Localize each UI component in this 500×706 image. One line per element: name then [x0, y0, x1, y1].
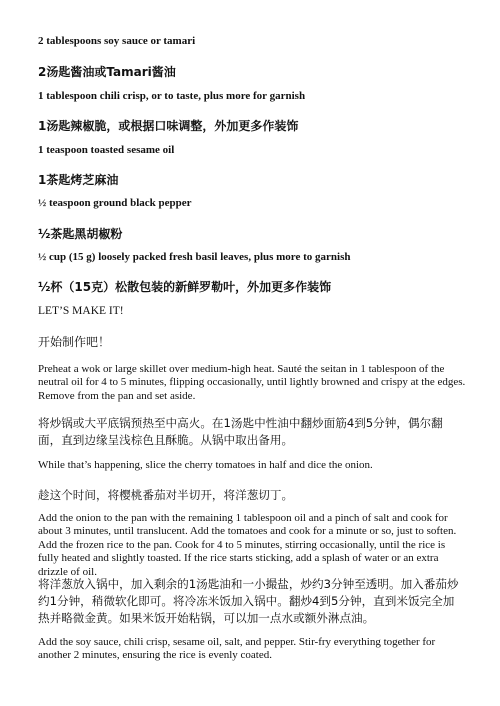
ingredient-1-zh: 2汤匙酱油或Tamari酱油: [38, 65, 176, 79]
ingredient-5-en: ½ cup (15 g) loosely packed fresh basil leaves, plus more to garnish: [38, 251, 351, 263]
ingredient-2-en: 1 tablespoon chili crisp, or to taste, plus more for garnish: [38, 90, 306, 102]
ingredient-3-zh: 1茶匙烤芝麻油: [38, 173, 119, 187]
ingredient-5-zh: ½杯（15克）松散包装的新鲜罗勒叶，外加更多作装饰: [38, 280, 332, 294]
method-heading-zh: 开始制作吧！: [38, 335, 111, 349]
ingredient-4-en: ½ teaspoon ground black pepper: [38, 197, 192, 209]
step-1-zh: 将炒锅或大平底锅预热至中高火。在1汤匙中性油中翻炒面筋4到5分钟，偶尔翻面，直到边缘呈浅棕色且酥脆。从锅中取出备用。: [38, 416, 443, 447]
ingredient-1-en: 2 tablespoons soy sauce or tamari: [38, 35, 196, 47]
step-2-zh: 趁这个时间，将樱桃番茄对半切开，将洋葱切丁。: [38, 488, 294, 502]
ingredient-2-zh: 1汤匙辣椒脆，或根据口味调整，外加更多作装饰: [38, 119, 299, 133]
step-2-en: While that’s happening, slice the cherry tomatoes in half and dice the onion.: [38, 459, 373, 471]
method-heading-en: LET’S MAKE IT!: [38, 305, 124, 317]
step-3-en: Add the onion to the pan with the remaining 1 tablespoon oil and a pinch of salt and cook for about 3 minutes, until translucent. Add the tomatoes and cook for a minute or so, just to soften. Add the frozen rice to the pan. Cook for 4 to 5 minutes, stirring occasionally, until the rice is fully heated and slightly toasted. If the rice starts sticking, add a splash of water or an extra drizzle of oil.: [38, 512, 457, 578]
step-1-en: Preheat a wok or large skillet over medium-high heat. Sauté the seitan in 1 tablespoon of the neutral oil for 4 to 5 minutes, flipping occasionally, until lightly browned and crispy at the edges. Remove from the pan and set aside.: [38, 363, 466, 402]
step-3-zh: 将洋葱放入锅中，加入剩余的1汤匙油和一小撮盐，炒约3分钟至透明。加入番茄炒约1分钟，稍微软化即可。将冷冻米饭加入锅中。翻炒4到5分钟，直到米饭完全加热并略微金黄。如果米饭开始粘锅，可以加一点水或额外淋点油。: [38, 577, 459, 625]
step-4-en: Add the soy sauce, chili crisp, sesame oil, salt, and pepper. Stir-fry everything together for another 2 minutes, ensuring the rice is evenly coated.: [38, 636, 436, 662]
ingredient-3-en: 1 teaspoon toasted sesame oil: [38, 144, 175, 156]
ingredient-4-zh: ½茶匙黑胡椒粉: [38, 227, 123, 241]
